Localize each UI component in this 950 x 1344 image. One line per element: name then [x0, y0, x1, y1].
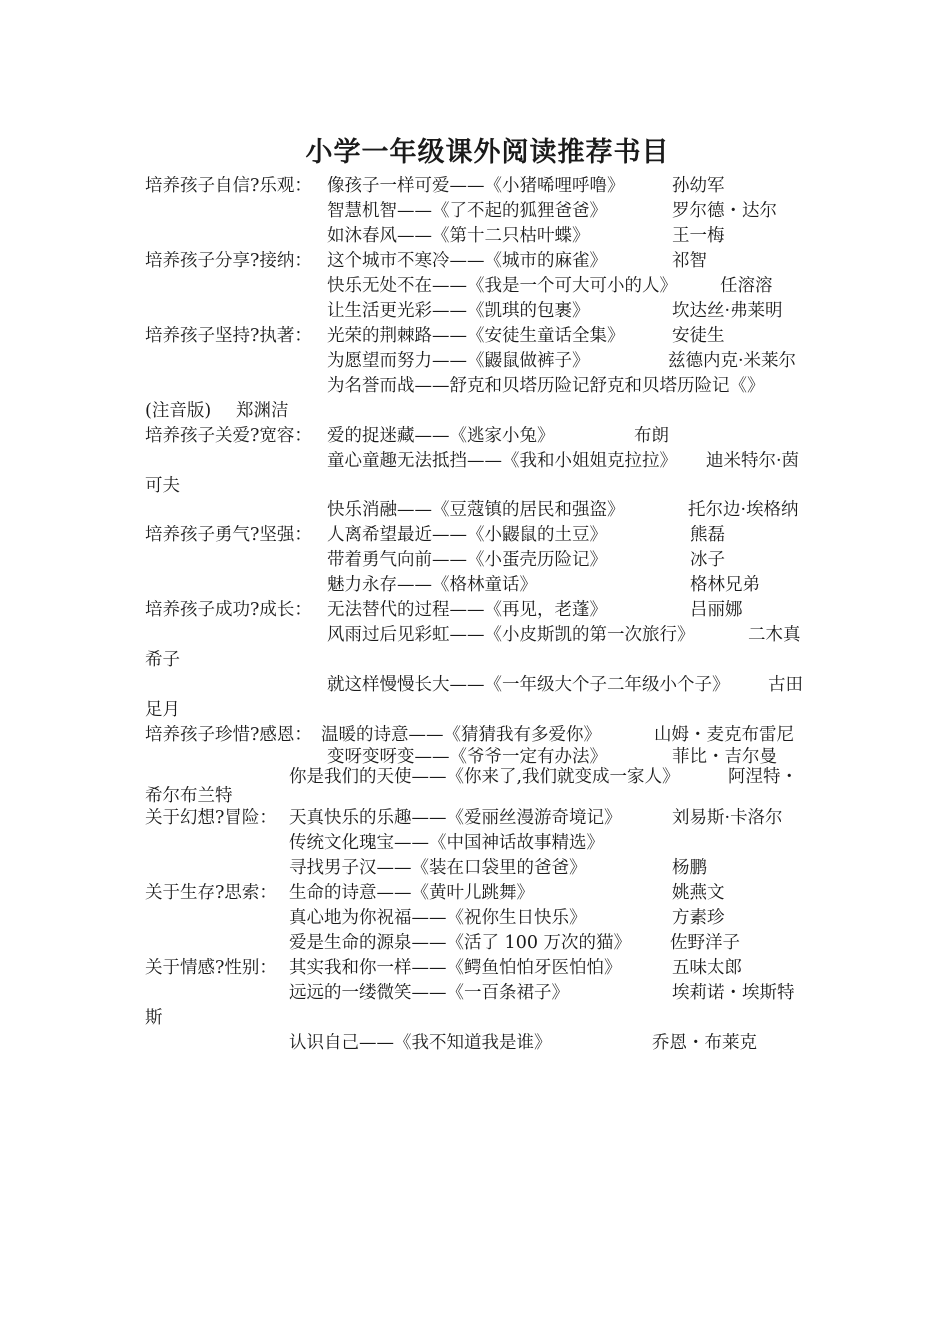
book-entry: 如沐春风——《第十二只枯叶蝶》 — [327, 226, 590, 246]
book-entry: 人离希望最近——《小鼹鼠的土豆》 — [327, 525, 607, 545]
book-author: 佐野洋子 — [670, 933, 740, 953]
book-author: 埃莉诺・埃斯特 — [672, 983, 795, 1003]
book-author: 格林兄弟 — [690, 575, 760, 595]
category-label: 关于生存?思索： — [145, 883, 277, 903]
book-entry: 真心地为你祝福——《祝你生日快乐》 — [289, 908, 587, 928]
book-entry: 你是我们的天使——《你来了,我们就变成一家人》 — [289, 767, 680, 787]
book-entry: 魅力永存——《格林童话》 — [327, 575, 537, 595]
page-title: 小学一年级课外阅读推荐书目 — [305, 137, 670, 168]
book-author: 安徒生 — [672, 326, 725, 346]
book-author: 姚燕文 — [672, 883, 725, 903]
book-entry: 生命的诗意——《黄叶儿跳舞》 — [289, 883, 534, 903]
book-entry: 远远的一缕微笑——《一百条裙子》 — [289, 983, 569, 1003]
book-entry: 寻找男子汉——《装在口袋里的爸爸》 — [289, 858, 587, 878]
book-author: 山姆・麦克布雷尼 — [654, 725, 794, 745]
category-label: 培养孩子珍惜?感恩： — [145, 725, 312, 745]
book-entry: 其实我和你一样——《鳄鱼怕怕牙医怕怕》 — [289, 958, 622, 978]
book-author: 熊磊 — [690, 525, 725, 545]
book-entry: 传统文化瑰宝——《中国神话故事精选》 — [289, 833, 604, 853]
book-author: 杨鹏 — [672, 858, 707, 878]
category-label: 培养孩子成功?成长： — [145, 600, 312, 620]
book-author: 任溶溶 — [720, 276, 773, 296]
book-author: 祁智 — [672, 251, 707, 271]
book-entry: 爱的捉迷藏——《逃家小兔》 — [327, 426, 555, 446]
book-author: 孙幼军 — [672, 176, 725, 196]
book-author: 托尔边·埃格纳 — [688, 500, 799, 520]
book-author: 古田 — [768, 675, 803, 695]
book-author: 王一梅 — [672, 226, 725, 246]
book-entry: 童心童趣无法抵挡——《我和小姐姐克拉拉》 — [327, 451, 677, 471]
book-entry: 快乐消融——《豆蔻镇的居民和强盗》 — [327, 500, 625, 520]
book-author: 罗尔德・达尔 — [672, 201, 777, 221]
book-entry: 让生活更光彩——《凯琪的包裹》 — [327, 301, 590, 321]
book-author: 刘易斯·卡洛尔 — [672, 808, 783, 828]
book-author: 吕丽娜 — [690, 600, 743, 620]
category-label: 关于幻想?冒险： — [145, 808, 277, 828]
wrapped-text: 可夫 — [145, 476, 180, 496]
book-entry: 智慧机智——《了不起的狐狸爸爸》 — [327, 201, 607, 221]
book-author: 布朗 — [634, 426, 669, 446]
book-entry: 爱是生命的源泉——《活了 100 万次的猫》 — [289, 933, 632, 953]
book-entry: 为愿望而努力——《鼹鼠做裤子》 — [327, 351, 590, 371]
book-author: 坎达丝·弗莱明 — [672, 301, 783, 321]
book-author: 五味太郎 — [672, 958, 742, 978]
book-entry: 就这样慢慢长大——《一年级大个子二年级小个子》 — [327, 675, 730, 695]
category-label: 关于情感?性别： — [145, 958, 277, 978]
wrapped-text: 希尔布兰特 — [145, 786, 233, 806]
book-entry: 天真快乐的乐趣——《爱丽丝漫游奇境记》 — [289, 808, 622, 828]
book-entry: 像孩子一样可爱——《小猪唏哩呼噜》 — [327, 176, 625, 196]
category-label: 培养孩子分享?接纳： — [145, 251, 312, 271]
book-author: 菲比・吉尔曼 — [672, 747, 777, 767]
book-entry: 风雨过后见彩虹——《小皮斯凯的第一次旅行》 — [327, 625, 695, 645]
book-entry-continuation: (注音版) — [145, 401, 212, 421]
category-label: 培养孩子关爱?宽容： — [145, 426, 312, 446]
book-entry: 认识自己——《我不知道我是谁》 — [289, 1033, 552, 1053]
book-author: 乔恩・布莱克 — [652, 1033, 757, 1053]
wrapped-text: 足月 — [145, 700, 180, 720]
book-entry: 光荣的荆棘路——《安徒生童话全集》 — [327, 326, 625, 346]
book-entry: 快乐无处不在——《我是一个可大可小的人》 — [327, 276, 677, 296]
book-author: 冰子 — [690, 550, 725, 570]
book-author: 迪米特尔·茵 — [706, 451, 800, 471]
book-author: 二木真 — [748, 625, 801, 645]
wrapped-text: 希子 — [145, 650, 180, 670]
book-entry: 带着勇气向前——《小蛋壳历险记》 — [327, 550, 607, 570]
book-entry: 温暖的诗意——《猜猜我有多爱你》 — [321, 725, 601, 745]
book-author: 兹德内克·米莱尔 — [668, 351, 797, 371]
book-entry: 无法替代的过程——《再见，老蓬》 — [327, 600, 607, 620]
category-label: 培养孩子勇气?坚强： — [145, 525, 312, 545]
category-label: 培养孩子自信?乐观： — [145, 176, 312, 196]
book-entry: 为名誉而战——舒克和贝塔历险记舒克和贝塔历险记《》 — [327, 376, 765, 396]
book-author: 方素珍 — [672, 908, 725, 928]
category-label: 培养孩子坚持?执著： — [145, 326, 312, 346]
book-entry: 变呀变呀变——《爷爷一定有办法》 — [327, 747, 607, 767]
book-entry: 这个城市不寒冷——《城市的麻雀》 — [327, 251, 607, 271]
book-author: 郑渊洁 — [236, 401, 289, 421]
book-author: 阿涅特・ — [728, 767, 798, 787]
wrapped-text: 斯 — [145, 1008, 163, 1028]
